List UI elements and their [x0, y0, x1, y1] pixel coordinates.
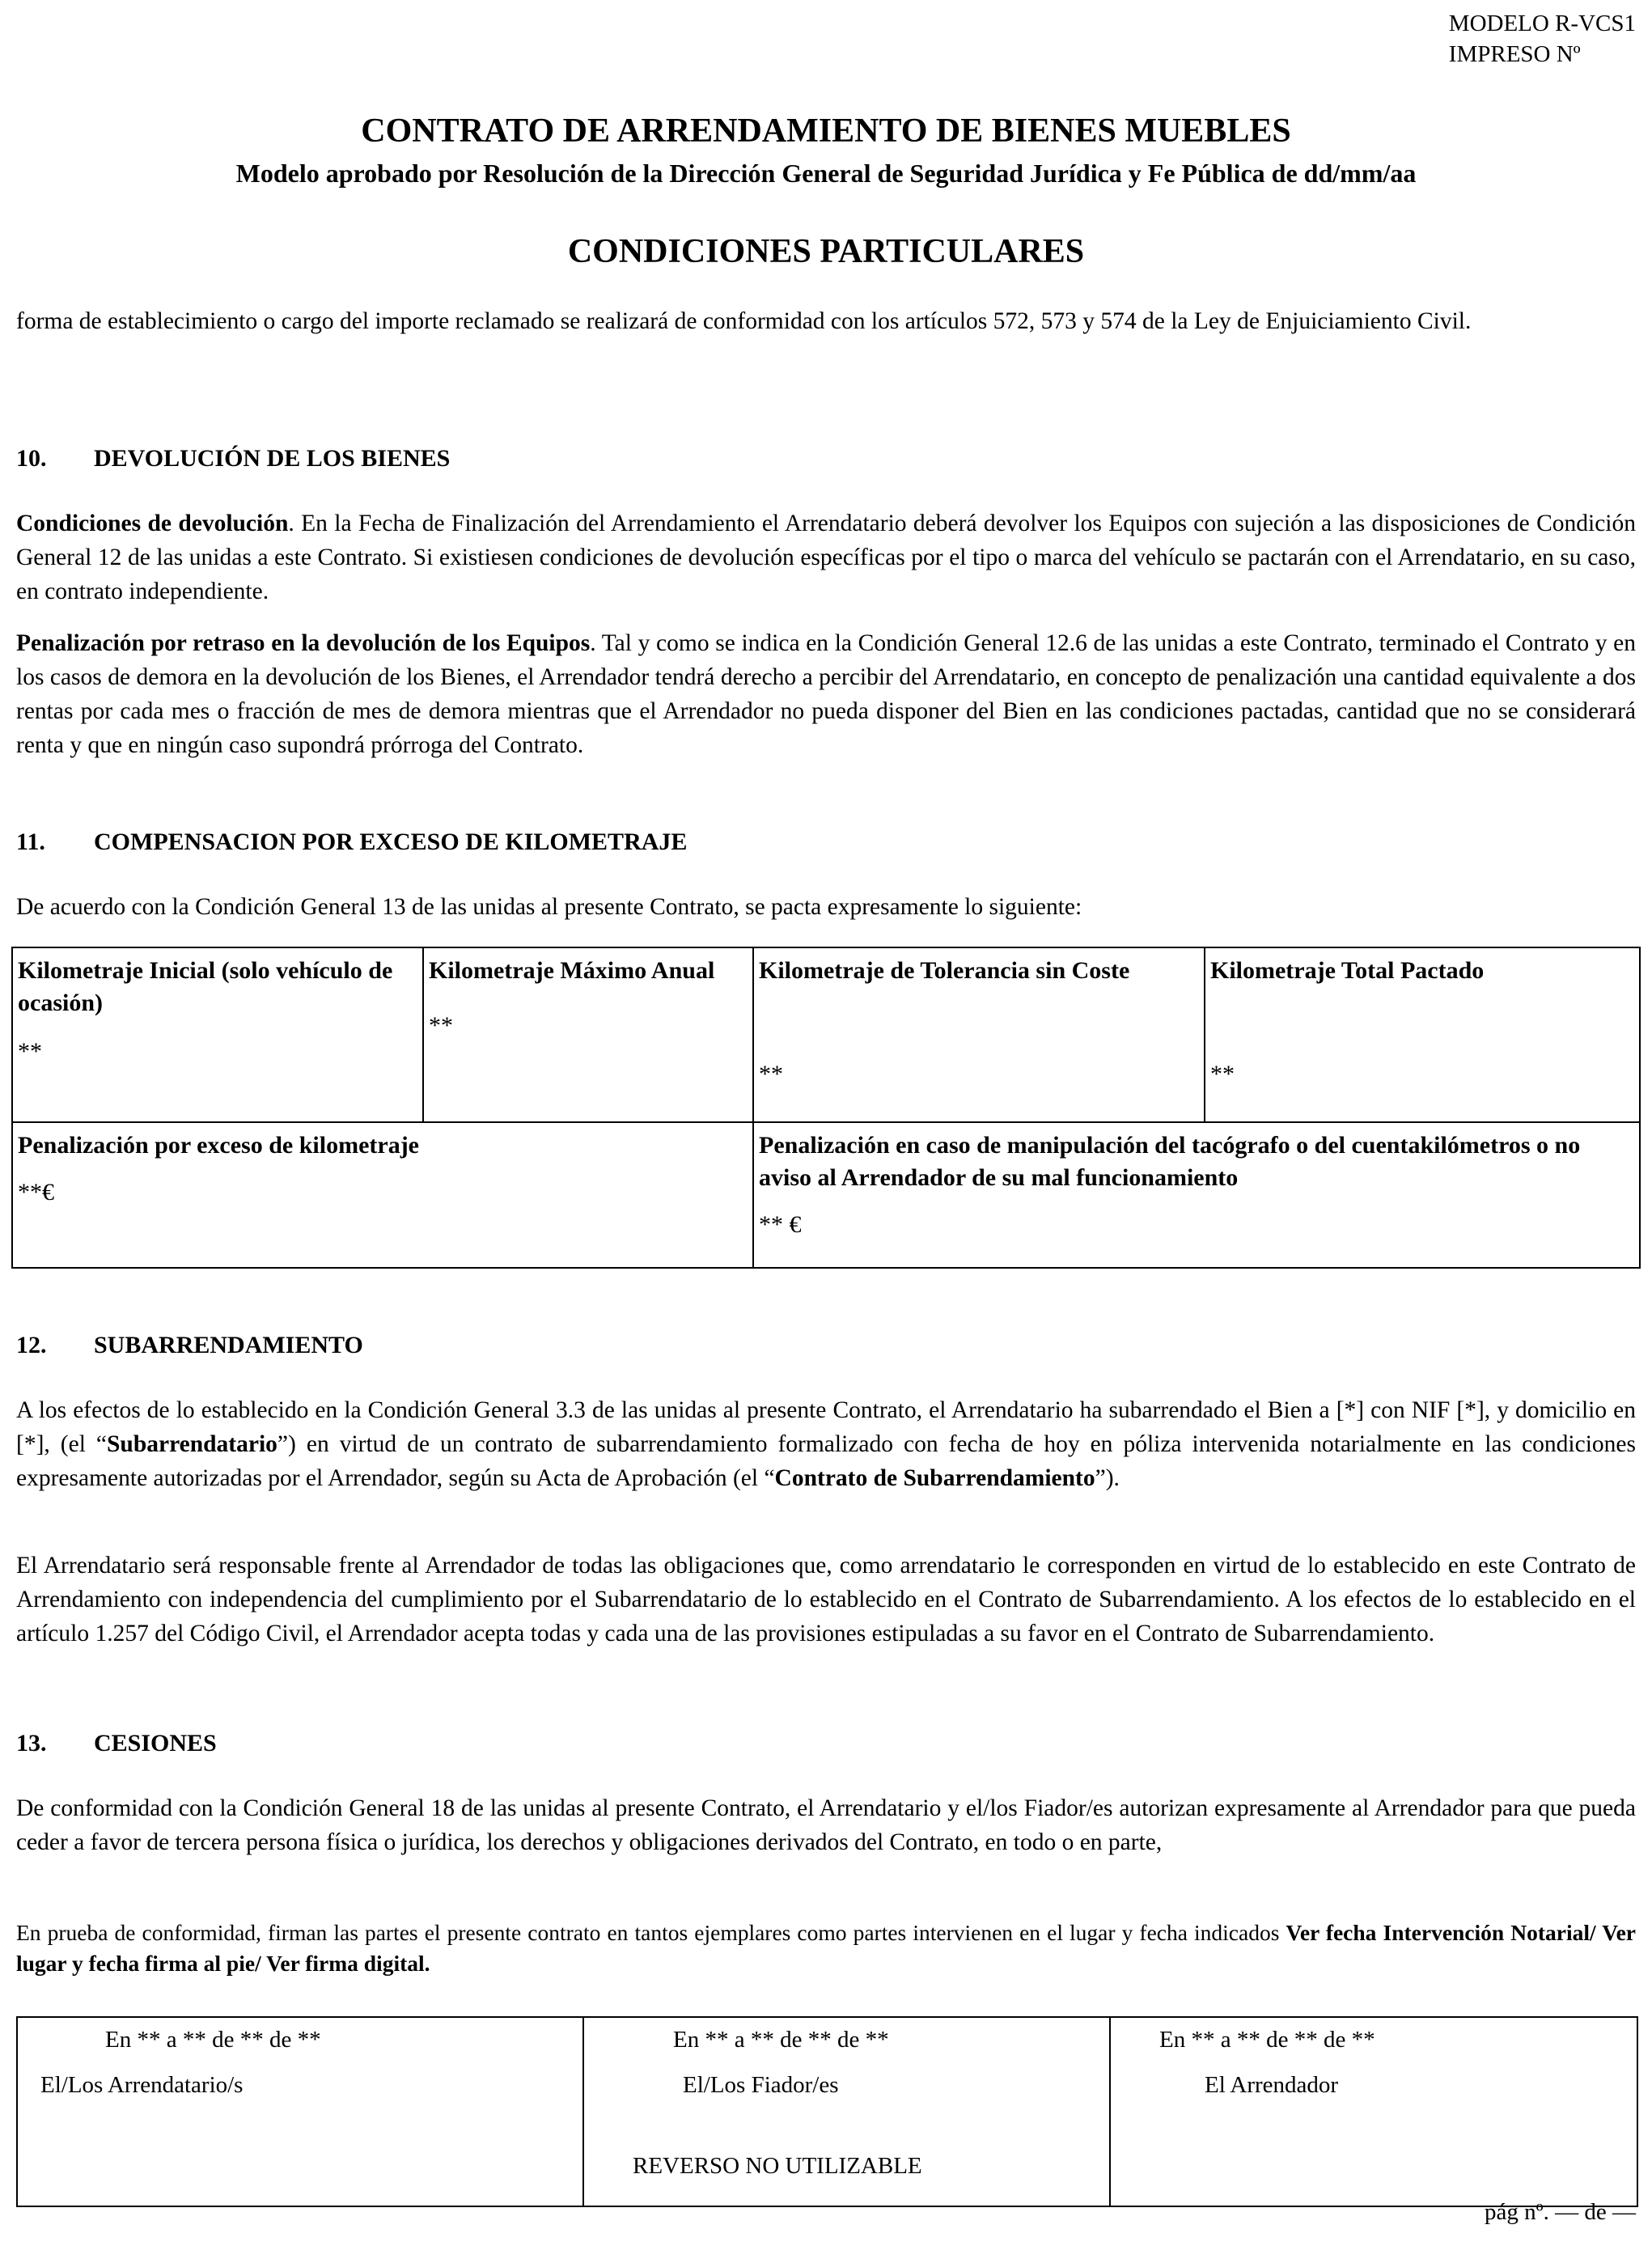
section-10-paragraph-1 — [16, 506, 1636, 608]
cell-label: Penalización por exceso de kilometraje — [18, 1132, 419, 1159]
section-number: 13. — [16, 1730, 47, 1757]
paragraph-text: . Tal y como se indica en la Condición General 12.6 de las unidas a este Contrato, terminado el Contrato y en los casos de demora en la devolución de los Bienes, el Arrendador tendrá derecho a percibir del Arrendatario, en concepto de penalización una cantidad equivalente a dos rentas por cada mes o fracción de mes de demora mientras que el Arrendador no pueda disponer del Bien en las condiciones pactadas, cantidad que no se considerará renta y que en ningún caso supondrá prórroga del Contrato. — [16, 630, 1636, 758]
signature-table — [16, 2016, 1638, 2207]
conformidad-paragraph — [16, 1918, 1636, 1979]
reverso-note: REVERSO NO UTILIZABLE — [633, 2153, 922, 2179]
bold-lead: Penalización por retraso en la devolución de los Equipos — [16, 630, 591, 656]
section-10-paragraph-2 — [16, 626, 1636, 762]
cell-label: Kilometraje de Tolerancia sin Coste — [759, 957, 1130, 984]
kilometraje-table — [11, 947, 1641, 1269]
document-model-code — [1449, 8, 1636, 70]
section-number: 11. — [16, 828, 45, 855]
document-title: CONTRATO DE ARRENDAMIENTO DE BIENES MUEBLES — [361, 112, 1291, 150]
impreso-label: IMPRESO Nº — [1448, 41, 1581, 67]
paragraph-text: ”). — [1095, 1465, 1120, 1491]
cell-value: **€ — [18, 1179, 54, 1206]
table-cell-km-total — [1205, 947, 1640, 1122]
paragraph-text: ”) en virtud de un contrato de subarrendamiento formalizado con fecha de hoy en póliza intervenida notarialmente en las condiciones expresamente autorizadas por el Arrendador, según su Acta de Aprobación (el “ — [16, 1431, 1636, 1491]
table-cell-km-tolerancia — [753, 947, 1205, 1122]
section-13-paragraph: De conformidad con la Condición General 18 de las unidas al presente Contrato, el Arrendatario y el/los Fiador/es autorizan expresamente al Arrendador para que pueda ceder a favor de tercera persona física o jurídica, los derechos y obligaciones derivados del Contrato, en todo o en parte, — [16, 1795, 1636, 1855]
table-cell-penalizacion-tacografo — [753, 1122, 1640, 1268]
fecha-arrendador: En ** a ** de ** de ** — [1110, 2017, 1637, 2070]
intro-paragraph: forma de establecimiento o cargo del importe reclamado se realizará de conformidad con los artículos 572, 573 y 574 de la Ley de Enjuiciamiento Civil. — [16, 308, 1472, 334]
cell-value: ** — [759, 1061, 783, 1087]
table-cell-penalizacion-exceso — [12, 1122, 753, 1268]
section-10-heading — [16, 445, 450, 473]
section-number: 12. — [16, 1332, 47, 1358]
defined-term: Subarrendatario — [107, 1431, 277, 1457]
bold-note: Ver fecha Intervención Notarial/ Ver lugar y fecha firma al pie/ Ver firma digital. — [16, 1920, 1636, 1976]
table-row — [12, 947, 1640, 1122]
section-number: 10. — [16, 445, 47, 472]
section-heading-text: CESIONES — [94, 1730, 217, 1757]
section-title: CONDICIONES PARTICULARES — [567, 233, 1085, 270]
section-13-heading — [16, 1730, 217, 1757]
section-12-paragraph-1 — [16, 1393, 1636, 1495]
signature-party-label: El/Los Fiador/es — [683, 2072, 839, 2098]
cell-label: Penalización en caso de manipulación del tacógrafo o del cuentakilómetros o no aviso al Arrendador de su mal funcionamiento — [759, 1132, 1581, 1191]
section-12-heading — [16, 1332, 363, 1359]
table-cell-km-inicial — [12, 947, 423, 1122]
section-11-intro: De acuerdo con la Condición General 13 de las unidas al presente Contrato, se pacta expresamente lo siguiente: — [16, 894, 1082, 920]
table-row — [12, 1122, 1640, 1268]
table-row — [17, 2070, 1637, 2206]
paragraph-text: . En la Fecha de Finalización del Arrendamiento el Arrendatario deberá devolver los Equipos con sujeción a las disposiciones de Condición General 12 de las unidas a este Contrato. Si existiesen condiciones de devolución específicas por el tipo o marca del vehículo se pactarán con el Arrendatario, en su caso, en contrato independiente. — [16, 511, 1636, 604]
document-subtitle: Modelo aprobado por Resolución de la Dirección General de Seguridad Jurídica y Fe Pública de dd/mm/aa — [235, 159, 1417, 188]
fecha-fiador: En ** a ** de ** de ** — [583, 2017, 1110, 2070]
table-row — [17, 2017, 1637, 2070]
paragraph-text: A los efectos de lo establecido en la Condición General 3.3 de las unidas al presente Contrato, el Arrendatario ha subarrendado el Bien a [*] con NIF [*], y domicilio en [*], (el “ — [16, 1397, 1636, 1457]
paragraph-text: En prueba de conformidad, firman las partes el presente contrato en tantos ejemplares como partes intervienen en el lugar y fecha indicados — [16, 1920, 1286, 1945]
section-heading-text: COMPENSACION POR EXCESO DE KILOMETRAJE — [94, 828, 688, 855]
cell-value: ** — [429, 1012, 453, 1039]
cell-label: Kilometraje Inicial (solo vehículo de ocasión) — [18, 957, 393, 1016]
section-11-heading — [16, 828, 687, 856]
signature-party-label: El/Los Arrendatario/s — [40, 2072, 244, 2098]
page-number: pág nº. — de — — [1485, 2199, 1636, 2225]
fecha-arrendatario: En ** a ** de ** de ** — [105, 2027, 321, 2053]
cell-value: ** € — [759, 1211, 802, 1238]
bold-lead: Condiciones de devolución — [16, 511, 289, 536]
cell-value: ** — [18, 1038, 42, 1065]
section-heading-text: SUBARRENDAMIENTO — [94, 1332, 363, 1358]
defined-term: Contrato de Subarrendamiento — [774, 1465, 1095, 1491]
section-heading-text: DEVOLUCIÓN DE LOS BIENES — [94, 445, 451, 472]
firma-fiador — [583, 2070, 1110, 2206]
firma-arrendatario — [17, 2070, 583, 2206]
signature-party-label: El Arrendador — [1205, 2072, 1339, 2098]
firma-arrendador — [1110, 2070, 1637, 2206]
table-cell-km-maximo — [423, 947, 753, 1122]
cell-value: ** — [1210, 1061, 1235, 1087]
cell-label: Kilometraje Máximo Anual — [429, 957, 715, 984]
modelo-label: MODELO R-VCS1 — [1448, 11, 1636, 36]
section-12-paragraph-2: El Arrendatario será responsable frente al Arrendador de todas las obligaciones que, como arrendatario le corresponden en virtud de lo establecido en este Contrato de Arrendamiento con independencia del cumplimiento por el Subarrendatario de lo establecido en el Contrato de Subarrendamiento. A los efectos de lo establecido en el artículo 1.257 del Código Civil, el Arrendador acepta todas y cada una de las provisiones estipuladas a su favor en el Contrato de Subarrendamiento. — [16, 1553, 1636, 1646]
cell-label: Kilometraje Total Pactado — [1210, 957, 1485, 984]
